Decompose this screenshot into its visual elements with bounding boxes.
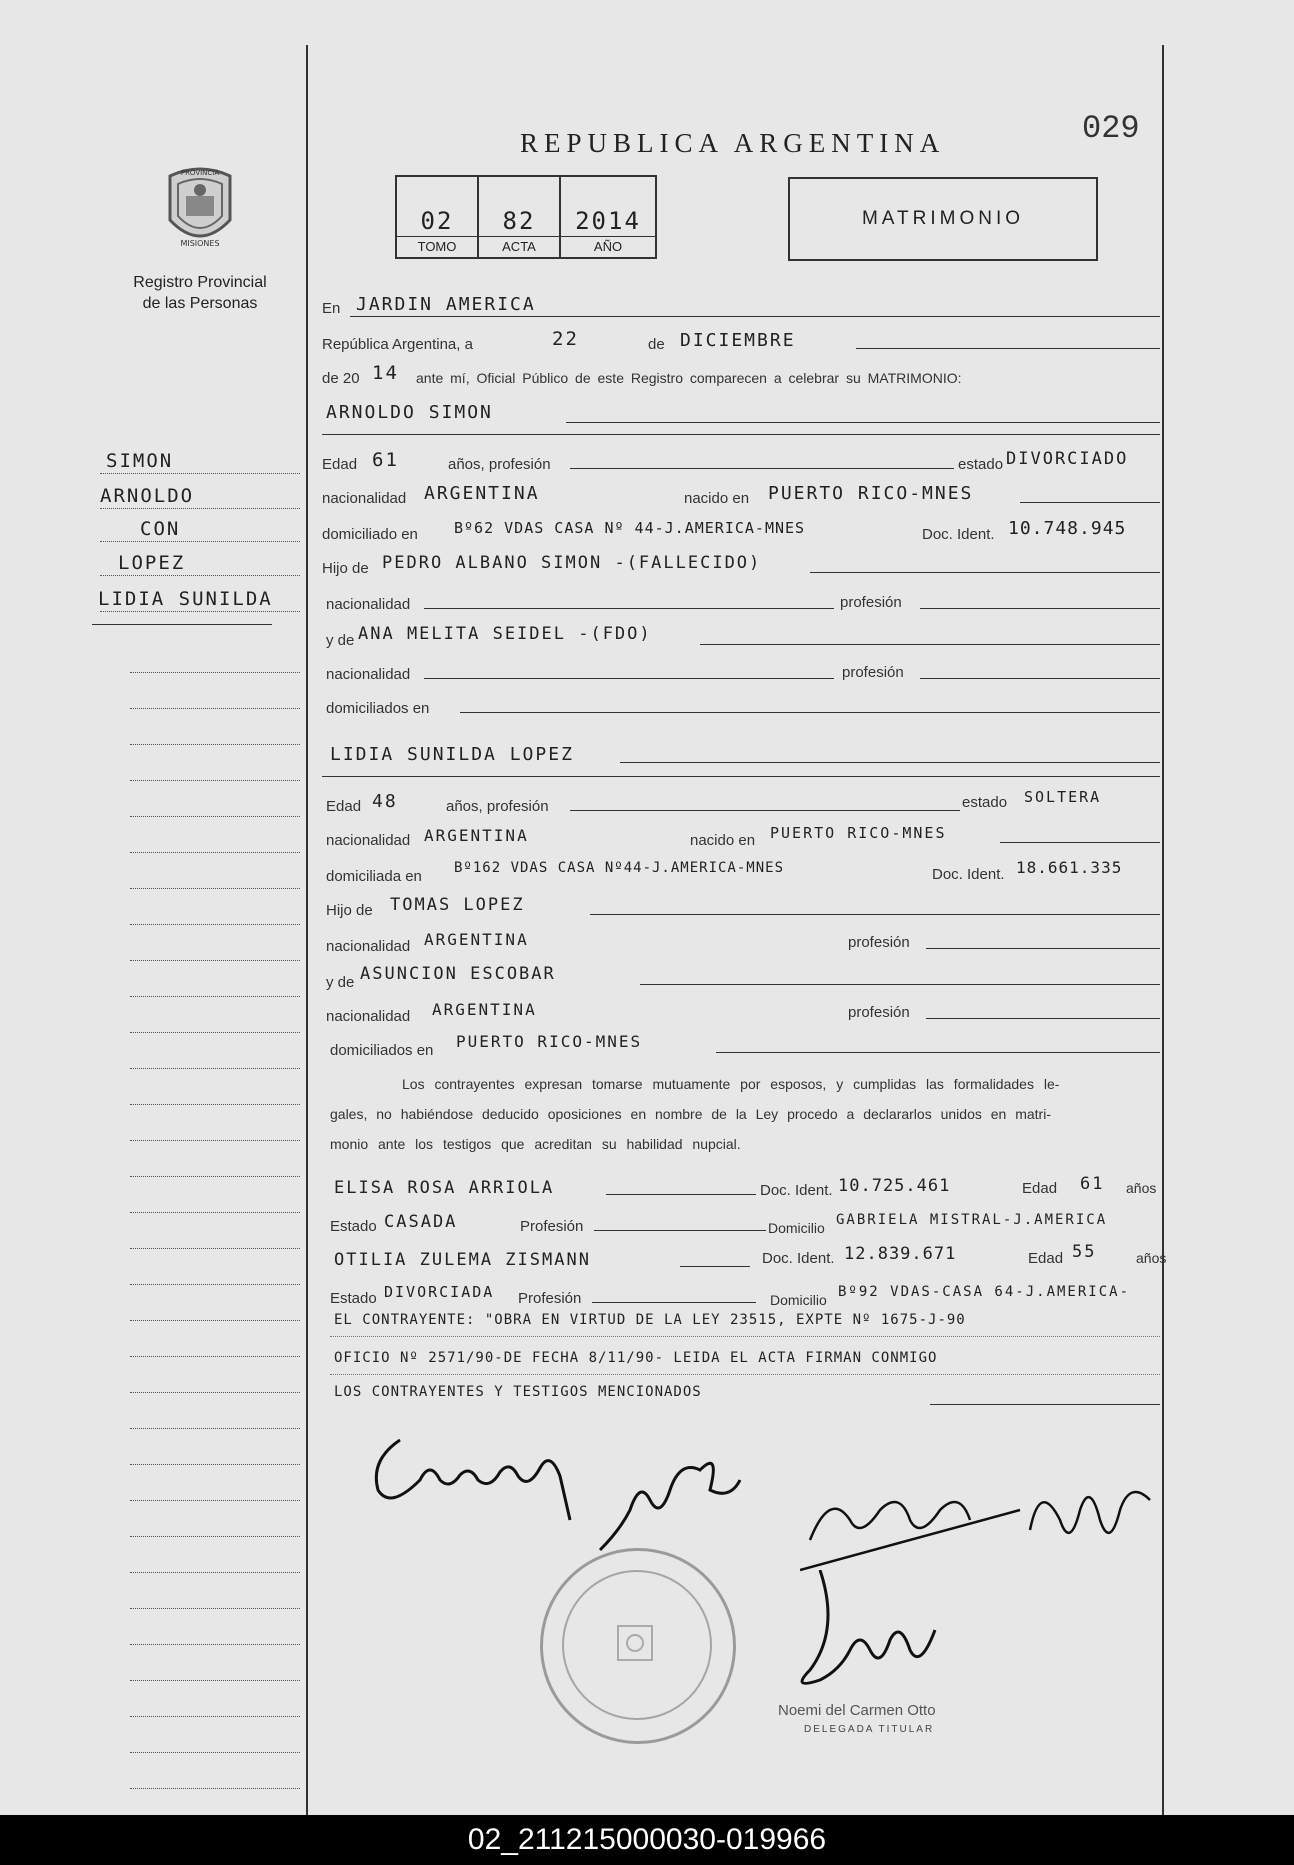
right-margin-rule bbox=[1162, 45, 1164, 1815]
margin-rule bbox=[100, 611, 300, 612]
republica-label: República Argentina, a bbox=[322, 336, 473, 353]
margin-name-1: SIMON bbox=[106, 450, 174, 472]
witness1-domicilio-label: Domicilio bbox=[768, 1220, 825, 1236]
bride-edad-label: Edad bbox=[326, 798, 362, 815]
margin-rule bbox=[130, 1572, 300, 1573]
day-value: 22 bbox=[552, 328, 579, 350]
witness2-domicilio-value: Bº92 VDAS-CASA 64-J.AMERICA- bbox=[838, 1284, 1131, 1300]
groom-profesion-line bbox=[570, 468, 954, 469]
left-margin-rule bbox=[306, 45, 308, 1815]
groom-edad-value: 61 bbox=[372, 449, 399, 471]
margin-rule bbox=[130, 1428, 300, 1429]
witness1-domicilio-value: GABRIELA MISTRAL-J.AMERICA bbox=[836, 1212, 1108, 1228]
crest-text-top: PROVINCIA bbox=[180, 169, 220, 177]
margin-rule bbox=[130, 1752, 300, 1753]
witness2-prof-line bbox=[592, 1302, 756, 1303]
bride-separator bbox=[322, 776, 1160, 777]
groom-name: ARNOLDO SIMON bbox=[326, 402, 493, 423]
margin-rule bbox=[130, 888, 300, 889]
witness1-edad-value: 61 bbox=[1080, 1174, 1105, 1194]
note-line-2: OFICIO Nº 2571/90-DE FECHA 8/11/90- LEIDA EL ACTA FIRMAN CONMIGO bbox=[334, 1350, 938, 1366]
witness2-estado-value: DIVORCIADA bbox=[384, 1283, 495, 1301]
margin-names-underline bbox=[92, 624, 272, 625]
margin-rule bbox=[130, 1104, 300, 1105]
misiones-crest-icon bbox=[152, 162, 248, 258]
acta-label: ACTA bbox=[479, 236, 559, 257]
seal-emblem-icon bbox=[612, 1620, 658, 1666]
bride-nacionalidad-label: nacionalidad bbox=[326, 832, 411, 849]
margin-rule bbox=[130, 1536, 300, 1537]
bride-domiciliados-value: PUERTO RICO-MNES bbox=[456, 1032, 643, 1051]
groom-padre-nac-line bbox=[424, 608, 834, 609]
declaration-line-3: monio ante los testigos que acreditan su habilidad nupcial. bbox=[330, 1136, 741, 1152]
margin-rule bbox=[130, 1500, 300, 1501]
anio-label: AÑO bbox=[561, 236, 655, 257]
witness1-name: ELISA ROSA ARRIOLA bbox=[334, 1178, 555, 1198]
note-rule bbox=[330, 1374, 1160, 1375]
bride-domiciliada-label: domiciliada en bbox=[326, 868, 422, 885]
margin-rule bbox=[100, 508, 300, 509]
bride-edad-value: 48 bbox=[372, 791, 398, 812]
witness1-prof-line bbox=[594, 1230, 766, 1231]
note-line-3: LOS CONTRAYENTES Y TESTIGOS MENCIONADOS bbox=[334, 1384, 702, 1400]
margin-rule bbox=[130, 1608, 300, 1609]
en-label: En bbox=[322, 300, 341, 317]
witness2-name-line bbox=[680, 1266, 750, 1267]
bride-profesion-line bbox=[570, 810, 960, 811]
bride-padre-nacionalidad-value: ARGENTINA bbox=[424, 930, 529, 949]
bride-padre-prof-line bbox=[926, 948, 1160, 949]
ante-text: ante mí, Oficial Público de este Registro comparecen a celebrar su MATRIMONIO: bbox=[416, 370, 962, 386]
year-suffix-value: 14 bbox=[372, 362, 399, 384]
groom-hijo-label: Hijo de bbox=[322, 560, 369, 577]
groom-domicilio-value: Bº62 VDAS CASA Nº 44-J.AMERICA-MNES bbox=[454, 519, 806, 537]
margin-rule bbox=[130, 708, 300, 709]
bride-domiciliados-label: domiciliados en bbox=[330, 1042, 434, 1059]
anio-value: 2014 bbox=[575, 207, 641, 235]
bride-madre-line bbox=[640, 984, 1160, 985]
bride-padre-profesion-label: profesión bbox=[848, 934, 910, 951]
margin-rule bbox=[130, 996, 300, 997]
witness1-doc-label: Doc. Ident. bbox=[760, 1182, 833, 1199]
declaration-line-1: Los contrayentes expresan tomarse mutuamente por esposos, y cumplidas las formalidades le- bbox=[402, 1076, 1060, 1092]
margin-rule bbox=[130, 1068, 300, 1069]
groom-padre-line bbox=[810, 572, 1160, 573]
margin-rule bbox=[130, 960, 300, 961]
witness2-signature-icon bbox=[1020, 1470, 1160, 1560]
groom-nacido-label: nacido en bbox=[684, 490, 750, 507]
crest-text-bottom: MISIONES bbox=[180, 239, 220, 248]
margin-name-4: LOPEZ bbox=[118, 552, 186, 574]
officer-signature-icon bbox=[760, 1570, 960, 1700]
groom-nacionalidad-value: ARGENTINA bbox=[424, 483, 540, 504]
witness1-profesion-label: Profesión bbox=[520, 1218, 584, 1235]
groom-nacido-value: PUERTO RICO-MNES bbox=[768, 483, 974, 504]
margin-rule bbox=[130, 1284, 300, 1285]
place-value: JARDIN AMERICA bbox=[356, 294, 536, 315]
witness2-domicilio-label: Domicilio bbox=[770, 1292, 827, 1308]
note-rule bbox=[330, 1336, 1160, 1337]
note-line-3-fill bbox=[930, 1404, 1160, 1405]
groom-madre-nacionalidad-label: nacionalidad bbox=[326, 666, 411, 683]
margin-rule bbox=[100, 541, 300, 542]
bride-anios-profesion-label: años, profesión bbox=[446, 798, 549, 815]
witness1-anios-label: años bbox=[1126, 1180, 1157, 1196]
groom-madre-profesion-label: profesión bbox=[842, 664, 904, 681]
bride-doc-value: 18.661.335 bbox=[1016, 858, 1123, 877]
margin-rule bbox=[130, 1140, 300, 1141]
groom-madre-nac-line bbox=[424, 678, 834, 679]
scan-code-footer: 02_211215000030-019966 bbox=[0, 1815, 1294, 1865]
groom-estado-value: DIVORCIADO bbox=[1006, 449, 1129, 469]
witness2-estado-label: Estado bbox=[330, 1290, 377, 1307]
margin-rule bbox=[130, 672, 300, 673]
witness1-edad-label: Edad bbox=[1022, 1180, 1058, 1197]
margin-rule bbox=[130, 1644, 300, 1645]
margin-name-5: LIDIA SUNILDA bbox=[98, 588, 273, 610]
bride-name: LIDIA SUNILDA LOPEZ bbox=[330, 744, 574, 765]
groom-domiciliados-label: domiciliados en bbox=[326, 700, 430, 717]
bride-nacionalidad-value: ARGENTINA bbox=[424, 826, 529, 845]
witness1-estado-value: CASADA bbox=[384, 1212, 458, 1232]
margin-rule bbox=[130, 744, 300, 745]
tomo-acta-anio-table bbox=[395, 175, 657, 259]
groom-nacionalidad-label: nacionalidad bbox=[322, 490, 407, 507]
bride-estado-label: estado bbox=[962, 794, 1008, 811]
margin-rule bbox=[130, 1464, 300, 1465]
registry-line-1: Registro Provincial bbox=[133, 274, 267, 291]
officer-title: DELEGADA TITULAR bbox=[804, 1724, 935, 1735]
witness2-doc-value: 12.839.671 bbox=[844, 1244, 957, 1264]
bride-domicilio-value: Bº162 VDAS CASA Nº44-J.AMERICA-MNES bbox=[454, 860, 785, 876]
officer-name: Noemi del Carmen Otto bbox=[778, 1702, 936, 1719]
bride-estado-value: SOLTERA bbox=[1024, 788, 1102, 806]
bride-nacido-line bbox=[1000, 842, 1160, 843]
de-label: de bbox=[648, 336, 665, 353]
note-line-1: EL CONTRAYENTE: "OBRA EN VIRTUD DE LA LEY 23515, EXPTE Nº 1675-J-90 bbox=[334, 1312, 966, 1328]
margin-name-3: CON bbox=[140, 518, 181, 540]
margin-rule bbox=[130, 1716, 300, 1717]
witness2-edad-value: 55 bbox=[1072, 1242, 1097, 1262]
bride-signature-icon bbox=[580, 1430, 750, 1560]
margin-rule bbox=[130, 816, 300, 817]
groom-padre-profesion-label: profesión bbox=[840, 594, 902, 611]
tomo-value: 02 bbox=[420, 207, 454, 235]
place-line bbox=[350, 316, 1160, 317]
groom-separator bbox=[322, 434, 1160, 435]
margin-rule bbox=[100, 473, 300, 474]
registry-name bbox=[112, 272, 288, 314]
groom-edad-label: Edad bbox=[322, 456, 358, 473]
bride-madre-prof-line bbox=[926, 1018, 1160, 1019]
bride-padre-nacionalidad-label: nacionalidad bbox=[326, 938, 411, 955]
groom-doc-value: 10.748.945 bbox=[1008, 518, 1127, 539]
bride-nacido-label: nacido en bbox=[690, 832, 756, 849]
groom-name-line bbox=[566, 422, 1160, 423]
bride-madre-nacionalidad-label: nacionalidad bbox=[326, 1008, 411, 1025]
witness2-edad-label: Edad bbox=[1028, 1250, 1064, 1267]
groom-doc-label: Doc. Ident. bbox=[922, 526, 995, 543]
margin-rule bbox=[130, 1212, 300, 1213]
margin-rule bbox=[130, 1392, 300, 1393]
margin-rule bbox=[100, 575, 300, 576]
witness2-anios-label: años bbox=[1136, 1250, 1167, 1266]
acta-value: 82 bbox=[502, 207, 536, 235]
witness1-signature-icon bbox=[800, 1480, 1030, 1580]
groom-padre-prof-line bbox=[920, 608, 1160, 609]
groom-domiciliados-line bbox=[460, 712, 1160, 713]
margin-name-2: ARNOLDO bbox=[100, 485, 195, 507]
groom-padre-nacionalidad-label: nacionalidad bbox=[326, 596, 411, 613]
bride-domiciliados-line bbox=[716, 1052, 1160, 1053]
bride-hijo-label: Hijo de bbox=[326, 902, 373, 919]
groom-madre-value: ANA MELITA SEIDEL -(FDO) bbox=[358, 624, 652, 644]
groom-madre-prof-line bbox=[920, 678, 1160, 679]
folio-number: 029 bbox=[1082, 110, 1140, 147]
groom-yde-label: y de bbox=[326, 632, 355, 649]
witness2-name: OTILIA ZULEMA ZISMANN bbox=[334, 1250, 591, 1270]
groom-nacido-line bbox=[1020, 502, 1160, 503]
margin-rule bbox=[130, 924, 300, 925]
margin-rule bbox=[130, 1356, 300, 1357]
groom-padre-value: PEDRO ALBANO SIMON -(FALLECIDO) bbox=[382, 553, 762, 573]
bride-doc-label: Doc. Ident. bbox=[932, 866, 1005, 883]
groom-signature-icon bbox=[360, 1420, 580, 1530]
margin-rule bbox=[130, 852, 300, 853]
witness2-doc-label: Doc. Ident. bbox=[762, 1250, 835, 1267]
document-type-box: MATRIMONIO bbox=[788, 177, 1098, 261]
witness2-profesion-label: Profesión bbox=[518, 1290, 582, 1307]
witness1-doc-value: 10.725.461 bbox=[838, 1176, 951, 1196]
bride-madre-value: ASUNCION ESCOBAR bbox=[360, 964, 556, 984]
margin-rule bbox=[130, 1788, 300, 1789]
groom-estado-label: estado bbox=[958, 456, 1004, 473]
groom-madre-line bbox=[700, 644, 1160, 645]
document-title: REPUBLICA ARGENTINA bbox=[520, 128, 946, 158]
groom-domiciliado-label: domiciliado en bbox=[322, 526, 418, 543]
bride-padre-value: TOMAS LOPEZ bbox=[390, 895, 525, 915]
bride-nacido-value: PUERTO RICO-MNES bbox=[770, 824, 947, 842]
bride-yde-label: y de bbox=[326, 974, 355, 991]
margin-rule bbox=[130, 780, 300, 781]
de20-label: de 20 bbox=[322, 370, 360, 387]
margin-rule bbox=[130, 1032, 300, 1033]
bride-name-line bbox=[620, 762, 1160, 763]
registry-line-2: de las Personas bbox=[142, 295, 258, 312]
witness1-estado-label: Estado bbox=[330, 1218, 377, 1235]
tomo-label: TOMO bbox=[397, 236, 477, 257]
groom-anios-profesion-label: años, profesión bbox=[448, 456, 551, 473]
margin-rule bbox=[130, 1320, 300, 1321]
declaration-line-2: gales, no habiéndose deducido oposiciones en nombre de la Ley procedo a declararlos unidos en matri- bbox=[330, 1106, 1051, 1122]
bride-madre-profesion-label: profesión bbox=[848, 1004, 910, 1021]
bride-madre-nacionalidad-value: ARGENTINA bbox=[432, 1000, 537, 1019]
margin-rule bbox=[130, 1176, 300, 1177]
month-value: DICIEMBRE bbox=[680, 330, 796, 351]
month-line bbox=[856, 348, 1160, 349]
margin-rule bbox=[130, 1680, 300, 1681]
bride-padre-line bbox=[590, 914, 1160, 915]
witness1-name-line bbox=[606, 1194, 756, 1195]
margin-rule bbox=[130, 1248, 300, 1249]
